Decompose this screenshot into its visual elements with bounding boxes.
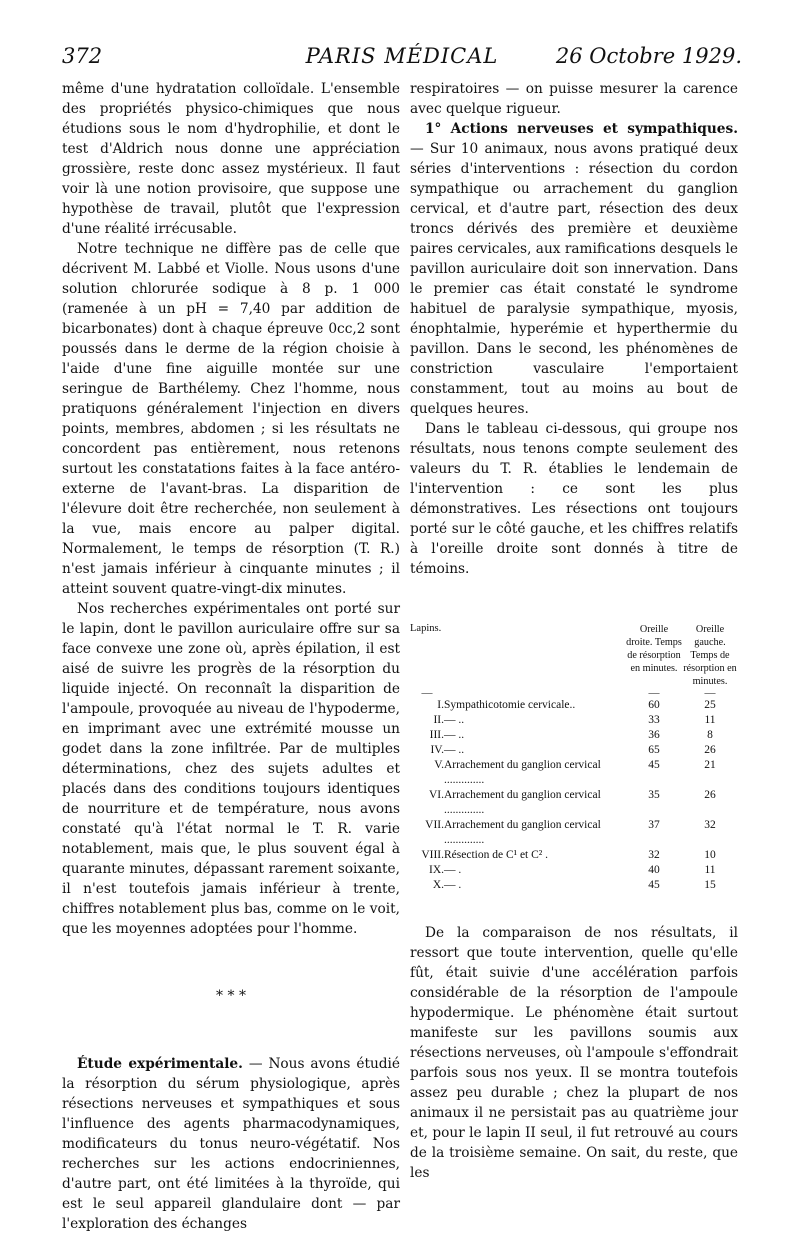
table-row — [410, 863, 738, 878]
rabbit-number: VII. — [425, 819, 444, 831]
table-row — [410, 818, 738, 848]
rabbit-number: I. — [437, 699, 444, 711]
rabbit-number: IV. — [430, 744, 444, 756]
left-column — [62, 79, 400, 1234]
value-gauche: 25 — [704, 699, 716, 711]
value-droite: 45 — [648, 879, 660, 891]
value-droite: 35 — [648, 789, 660, 801]
rabbit-number: IX. — [428, 864, 444, 876]
value-droite: 40 — [648, 864, 660, 876]
value-gauche: 21 — [704, 759, 716, 771]
paragraph: Nos recherches expérimentales ont porté sur le lapin, dont le pavillon auriculaire offre sur sa face convexe une zone où, après épilation, il est aisé de suivre les progrès de la résorption du liquide injecté. On reconnaît la disparition de l'ampoule, provoquée au niveau de l'hypoderme, en imprimant avec une extrémité mousse un godet dans la zone infiltrée. Par de multiples déterminations, chez des sujets adultes et placés dans des conditions toujours identiques de nourriture et de température, nous avons constaté qu'à l'état normal le T. R. varie notablement, mais que, le plus souvent égal à quarante minutes, dépassant rarement soixante, il n'est toutefois jamais inférieur à trente, chiffres notablement plus bas, comme on le voit, que les moyennes adoptées pour l'homme. — [62, 601, 400, 937]
page-header — [62, 40, 742, 74]
dash: — — [648, 687, 660, 699]
paragraph: respiratoires — on puisse mesurer la carence avec quelque rigueur. — [410, 81, 738, 117]
col-header-oreille-droite: Oreille droite. Temps de résorption en minutes. — [626, 624, 682, 674]
issue-date: 26 Octobre 1929. — [555, 44, 742, 68]
section-heading: Étude expérimentale. — [77, 1056, 243, 1072]
paragraph: même d'une hydratation colloïdale. L'ensemble des propriétés physico-chimiques que nous étudions sous le nom d'hydrophilie, et dont le test d'Aldrich nous donne une appréciation grossière, reste donc assez mystérieux. Il faut voir là une notion provisoire, que suppose une hypothèse de travail, plutôt que l'expression d'une réalité irrécusable. — [62, 81, 400, 237]
table-row — [410, 878, 738, 893]
table-dash-row — [410, 688, 738, 698]
paragraph: Dans le tableau ci-dessous, qui groupe nos résultats, nous tenons compte seulement des valeurs du T. R. établies le lendemain de l'intervention : ce sont les plus démonstratives. Les résections ont toujours porté sur le côté gauche, et les chiffres relatifs à l'oreille droite sont donnés à titre de témoins. — [410, 421, 738, 577]
rabbit-number: VIII. — [421, 849, 444, 861]
intervention: — .. — [444, 714, 465, 726]
table-row — [410, 848, 738, 863]
rabbit-number: V. — [434, 759, 444, 771]
page-number: 372 — [62, 44, 103, 68]
table-row — [410, 758, 738, 788]
paragraph: Notre technique ne diffère pas de celle que décrivent M. Labbé et Violle. Nous usons d'une solution chlorurée sodique à 8 p. 1 000 (ramenée à un pH = 7,40 par addition de bicarbonates) dont à chaque épreuve 0cc,2 sont poussés dans le derme de la région choisie à l'aide d'une fine aiguille montée sur une seringue de Barthélemy. Chez l'homme, nous pratiquons généralement l'injection en divers points, membres, abdomen ; si les résultats ne concordent pas entièrement, nous retenons surtout les constatations faites à la face antéro-externe de l'avant-bras. La disparition de l'élevure doit être recherchée, non seulement à la vue, mais encore au palper digital. Normalement, le temps de résorption (T. R.) n'est jamais inférieur à cinquante minutes ; il atteint souvent quatre-vingt-dix minutes. — [62, 241, 400, 597]
intervention: Arrachement du ganglion cervical .............. — [444, 789, 601, 816]
intervention: — . — [444, 864, 462, 876]
value-gauche: 26 — [704, 789, 716, 801]
value-gauche: 11 — [704, 864, 716, 876]
value-droite: 37 — [648, 819, 660, 831]
col-header-lapins: Lapins. — [410, 623, 442, 634]
section-separator: * * * — [216, 988, 246, 1004]
paragraph — [62, 1054, 400, 1234]
intervention: — .. — [444, 729, 465, 741]
value-droite: 36 — [648, 729, 660, 741]
table-row — [410, 728, 738, 743]
paragraph — [410, 119, 738, 419]
intervention: Arrachement du ganglion cervical .............. — [444, 819, 601, 846]
value-droite: 33 — [648, 714, 660, 726]
right-column — [410, 79, 738, 1183]
value-droite: 45 — [648, 759, 660, 771]
value-gauche: 26 — [704, 744, 716, 756]
col-header-intervention — [444, 623, 626, 688]
col-header-oreille-gauche: Oreille gauche. Temps de résorption en minutes. — [683, 624, 737, 687]
rabbit-number: III. — [429, 729, 444, 741]
value-gauche: 8 — [707, 729, 713, 741]
table-row — [410, 743, 738, 758]
intervention: Arrachement du ganglion cervical .............. — [444, 759, 601, 786]
value-gauche: 10 — [704, 849, 716, 861]
results-table-wrapper — [410, 623, 738, 893]
value-droite: 60 — [648, 699, 660, 711]
intervention: — .. — [444, 744, 465, 756]
value-gauche: 15 — [704, 879, 716, 891]
intervention: Résection de C¹ et C² . — [444, 849, 548, 861]
paragraph-text: — Nous avons étudié la résorption du sérum physiologique, après résections nerveuses et sympathiques et sous l'influence des agents pharmacodynamiques, modificateurs du tonus neuro-végétatif. Nos recherches sur les actions endocriniennes, d'autre part, ont été limitées à la thyroïde, qui est le seul appareil glandulaire dont — par l'exploration des échanges — [62, 1056, 400, 1232]
dash: — — [704, 687, 716, 699]
dash: — — [421, 687, 433, 699]
value-droite: 65 — [648, 744, 660, 756]
rabbit-number: VI. — [428, 789, 444, 801]
table-row — [410, 788, 738, 818]
results-table — [410, 623, 738, 893]
paragraph: De la comparaison de nos résultats, il ressort que toute intervention, quelle qu'elle fût, était suivie d'une accélération parfois considérable de la résorption de l'ampoule hypodermique. Le phénomène était surtout manifeste sur les pavillons soumis aux résections nerveuses, où l'ampoule s'effondrait parfois sous nos yeux. Il se montra toutefois assez peu durable ; chez la plupart de nos animaux il ne persistait pas au quatrième jour et, pour le lapin II seul, il fut retrouvé au cours de la troisième semaine. On sait, du reste, que les — [410, 925, 738, 1181]
table-row — [410, 698, 738, 713]
rabbit-number: X. — [432, 879, 444, 891]
value-gauche: 11 — [704, 714, 716, 726]
section-heading: 1° Actions nerveuses et sympathiques. — [425, 121, 738, 137]
intervention: Sympathicotomie cervicale.. — [444, 699, 576, 711]
value-gauche: 32 — [704, 819, 716, 831]
value-droite: 32 — [648, 849, 660, 861]
journal-title: PARIS MÉDICAL — [305, 44, 499, 68]
intervention: — . — [444, 879, 462, 891]
table-row — [410, 713, 738, 728]
table-header-row — [410, 623, 738, 688]
rabbit-number: II. — [433, 714, 444, 726]
paragraph-text: — Sur 10 animaux, nous avons pratiqué deux séries d'interventions : résection du cordon sympathique ou arrachement du ganglion cervical, et d'autre part, résection des deux troncs dérivés des première et deuxième paires cervicales, aux ramifications desquels le pavillon auriculaire doit son innervation. Dans le premier cas était constaté le syndrome habituel de paralysie sympathique, myosis, énophtalmie, hyperémie et hyperthermie du pavillon. Dans le second, les phénomènes de constriction vasculaire l'emportaient constamment, tout au moins au bout de quelques heures. — [410, 141, 738, 417]
